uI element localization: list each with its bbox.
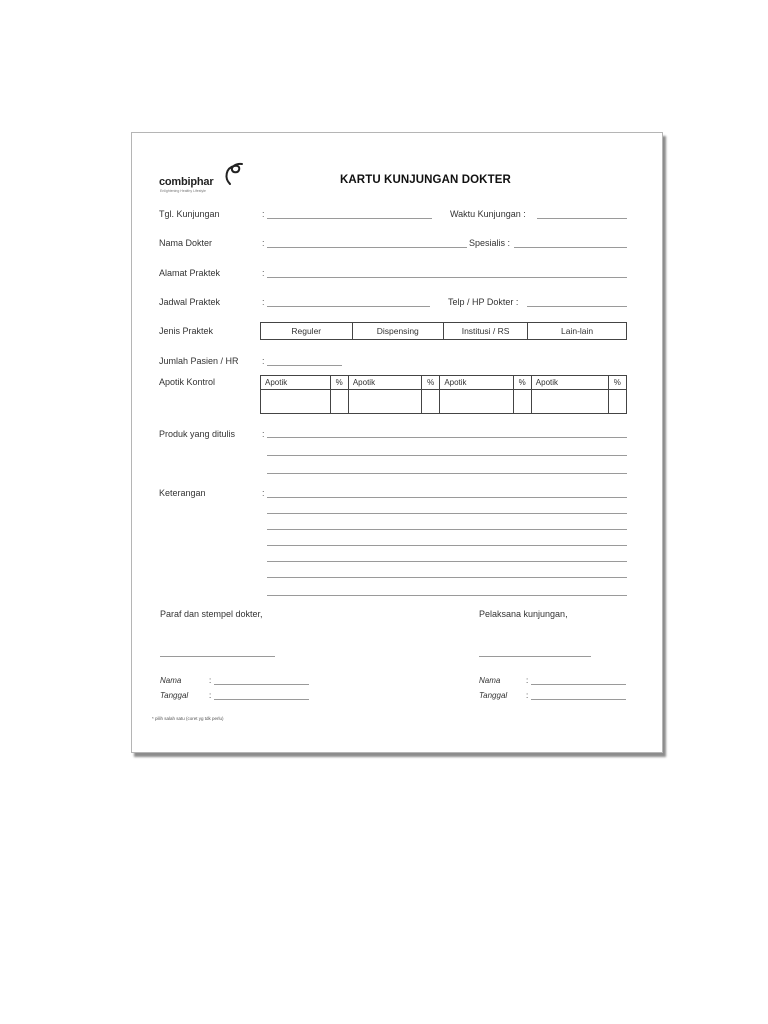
percent-header: % [330,376,348,390]
jadwal-praktek-field[interactable] [267,306,430,307]
keterangan-line[interactable] [267,529,627,530]
label-pelaksana: Pelaksana kunjungan, [479,609,568,619]
jumlah-pasien-field[interactable] [267,365,342,366]
executor-signature-line[interactable] [479,656,591,657]
label-jenis-praktek: Jenis Praktek [159,326,214,336]
colon: : [262,297,265,307]
doctor-signature-line[interactable] [160,656,275,657]
form-title: KARTU KUNJUNGAN DOKTER [340,174,511,186]
colon: : [526,676,529,685]
brand-logo-text: combiphar [159,176,214,188]
waktu-kunjungan-field[interactable] [537,218,627,219]
keterangan-line[interactable] [267,595,627,596]
colon: : [262,488,265,498]
label-nama-dokter: Nama Dokter [159,238,213,248]
option-institusi-rs[interactable]: Institusi / RS [444,323,528,340]
apotik-cell[interactable] [440,390,513,414]
label-nama-right: Nama [479,676,501,685]
produk-line[interactable] [267,437,627,438]
tgl-kunjungan-field[interactable] [267,218,432,219]
percent-cell[interactable] [608,390,626,414]
keterangan-line[interactable] [267,545,627,546]
nama-dokter-field[interactable] [267,247,467,248]
option-reguler[interactable]: Reguler [261,323,353,340]
label-jumlah-pasien: Jumlah Pasien / HR [159,356,239,366]
jenis-praktek-options [260,322,627,340]
option-dispensing[interactable]: Dispensing [352,323,444,340]
nama-left-field[interactable] [214,684,309,685]
keterangan-line[interactable] [267,561,627,562]
keterangan-line[interactable] [267,577,627,578]
percent-header: % [608,376,626,390]
alamat-praktek-field[interactable] [267,277,627,278]
apotik-header: Apotik [531,376,608,390]
label-tanggal-right: Tanggal [479,691,508,700]
table-row [261,390,627,414]
colon: : [262,238,265,248]
label-paraf-stempel: Paraf dan stempel dokter, [160,609,263,619]
label-spesialis: Spesialis : [469,238,511,248]
colon: : [262,209,265,219]
apotik-header: Apotik [440,376,513,390]
apotik-cell[interactable] [348,390,421,414]
keterangan-line[interactable] [267,513,627,514]
colon: : [209,676,212,685]
label-jadwal-praktek: Jadwal Praktek [159,297,221,307]
label-nama-left: Nama [160,676,182,685]
keterangan-line[interactable] [267,497,627,498]
colon: : [262,429,265,439]
label-tgl-kunjungan: Tgl. Kunjungan [159,209,220,219]
brand-tagline: Enlightening Healthy Lifestyle [160,189,206,193]
percent-header: % [513,376,531,390]
colon: : [526,691,529,700]
option-lain-lain[interactable]: Lain-lain [528,323,627,340]
label-apotik-kontrol: Apotik Kontrol [159,377,216,387]
label-telp-hp: Telp / HP Dokter : [448,297,519,307]
tanggal-right-field[interactable] [531,699,626,700]
apotik-cell[interactable] [261,390,331,414]
colon: : [262,356,265,366]
colon: : [262,268,265,278]
table-row [261,376,627,390]
visit-card-form [131,132,663,753]
produk-line[interactable] [267,473,627,474]
label-alamat-praktek: Alamat Praktek [159,268,221,278]
label-waktu-kunjungan: Waktu Kunjungan : [450,209,526,219]
brand-swirl-icon [220,160,246,186]
footnote: * pilih salah satu (coret yg tdk perlu) [152,716,224,721]
spesialis-field[interactable] [514,247,627,248]
tanggal-left-field[interactable] [214,699,309,700]
apotik-header: Apotik [348,376,421,390]
nama-right-field[interactable] [531,684,626,685]
produk-line[interactable] [267,455,627,456]
apotik-kontrol-table [260,375,627,414]
percent-header: % [422,376,440,390]
label-tanggal-left: Tanggal [160,691,189,700]
colon: : [209,691,212,700]
percent-cell[interactable] [513,390,531,414]
apotik-header: Apotik [261,376,331,390]
percent-cell[interactable] [330,390,348,414]
label-keterangan: Keterangan [159,488,206,498]
apotik-cell[interactable] [531,390,608,414]
percent-cell[interactable] [422,390,440,414]
telp-hp-field[interactable] [527,306,627,307]
label-produk-ditulis: Produk yang ditulis [159,429,236,439]
